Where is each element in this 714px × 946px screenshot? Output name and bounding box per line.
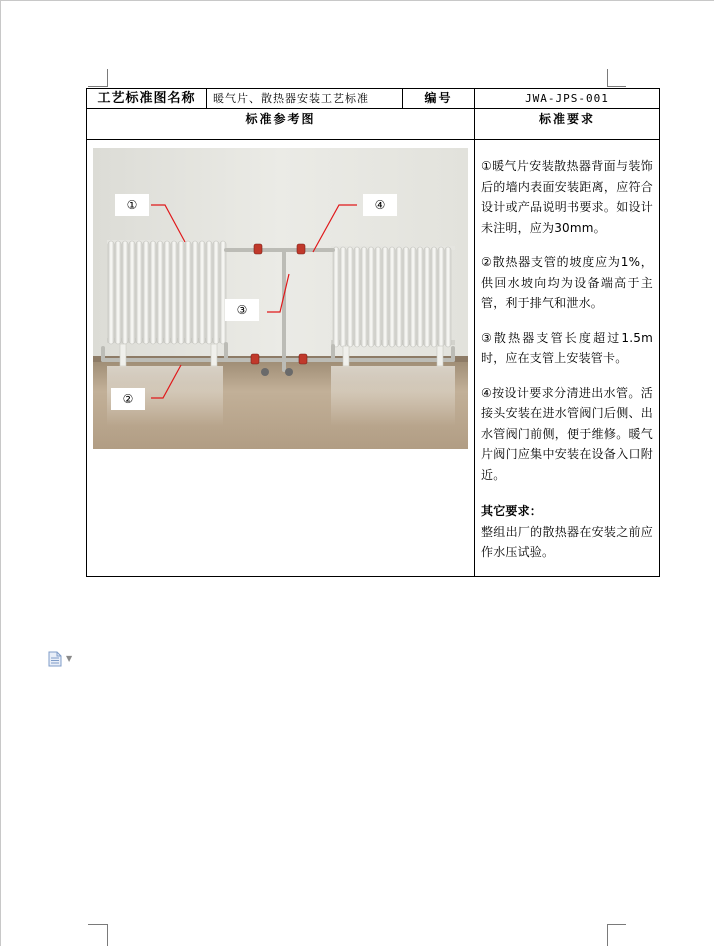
paste-options-icon[interactable] — [48, 651, 62, 667]
requirement-2: ②散热器支管的坡度应为1%，供回水坡向均为设备端高于主管，利于排气和泄水。 — [481, 255, 653, 310]
requirement-3: ③散热器支管长度超过1.5m时，应在支管上安装管卡。 — [481, 330, 653, 365]
title-value-cell: 暖气片、散热器安装工艺标准 — [207, 89, 403, 109]
crop-mark-bottom-left-h — [88, 924, 107, 925]
crop-mark-bottom-left-v — [107, 924, 108, 946]
requirement-4: ④按设计要求分清进出水管。活接头安装在进水管阀门后侧、出水管阀门前侧，便于维修。暖气片阀门应集中安装在设备入口附近。 — [481, 385, 653, 482]
standard-table — [86, 88, 660, 577]
paste-options-caret-icon[interactable]: ▼ — [66, 654, 73, 663]
marker-3-label: ③ — [225, 299, 259, 321]
title-label-cell: 工艺标准图名称 — [87, 89, 207, 109]
table-subheader-row — [87, 109, 660, 140]
crop-mark-bottom-right-h — [607, 924, 626, 925]
requirements-heading: 标准要求 — [475, 109, 660, 140]
table-header-row — [87, 89, 660, 109]
other-requirements-text: 整组出厂的散热器在安装之前应作水压试验。 — [481, 524, 653, 559]
requirement-1: ①暖气片安装散热器背面与装饰后的墙内表面安装距离，应符合设计或产品说明书要求。如设计未注明，应为30mm。 — [481, 159, 653, 235]
marker-4-label: ④ — [363, 194, 397, 216]
requirements-cell — [475, 140, 660, 577]
number-value-cell: JWA-JPS-001 — [475, 89, 660, 109]
other-requirements-title: 其它要求： — [481, 504, 543, 518]
table-content-row — [87, 140, 660, 577]
crop-mark-top-right-h — [607, 86, 626, 87]
page-top-border — [0, 0, 714, 1]
marker-2-label: ② — [111, 388, 145, 410]
crop-mark-top-left-v — [107, 69, 108, 87]
radiator-photo-illustration — [93, 148, 468, 449]
crop-mark-top-left-h — [88, 86, 107, 87]
crop-mark-top-right-v — [607, 69, 608, 87]
reference-figure-cell — [87, 140, 475, 577]
number-label-cell: 编号 — [403, 89, 475, 109]
crop-mark-bottom-right-v — [607, 924, 608, 946]
radiator-installation-photo — [93, 148, 468, 449]
page-left-border — [0, 0, 1, 946]
marker-1-label: ① — [115, 194, 149, 216]
reference-figure-heading: 标准参考图 — [87, 109, 475, 140]
